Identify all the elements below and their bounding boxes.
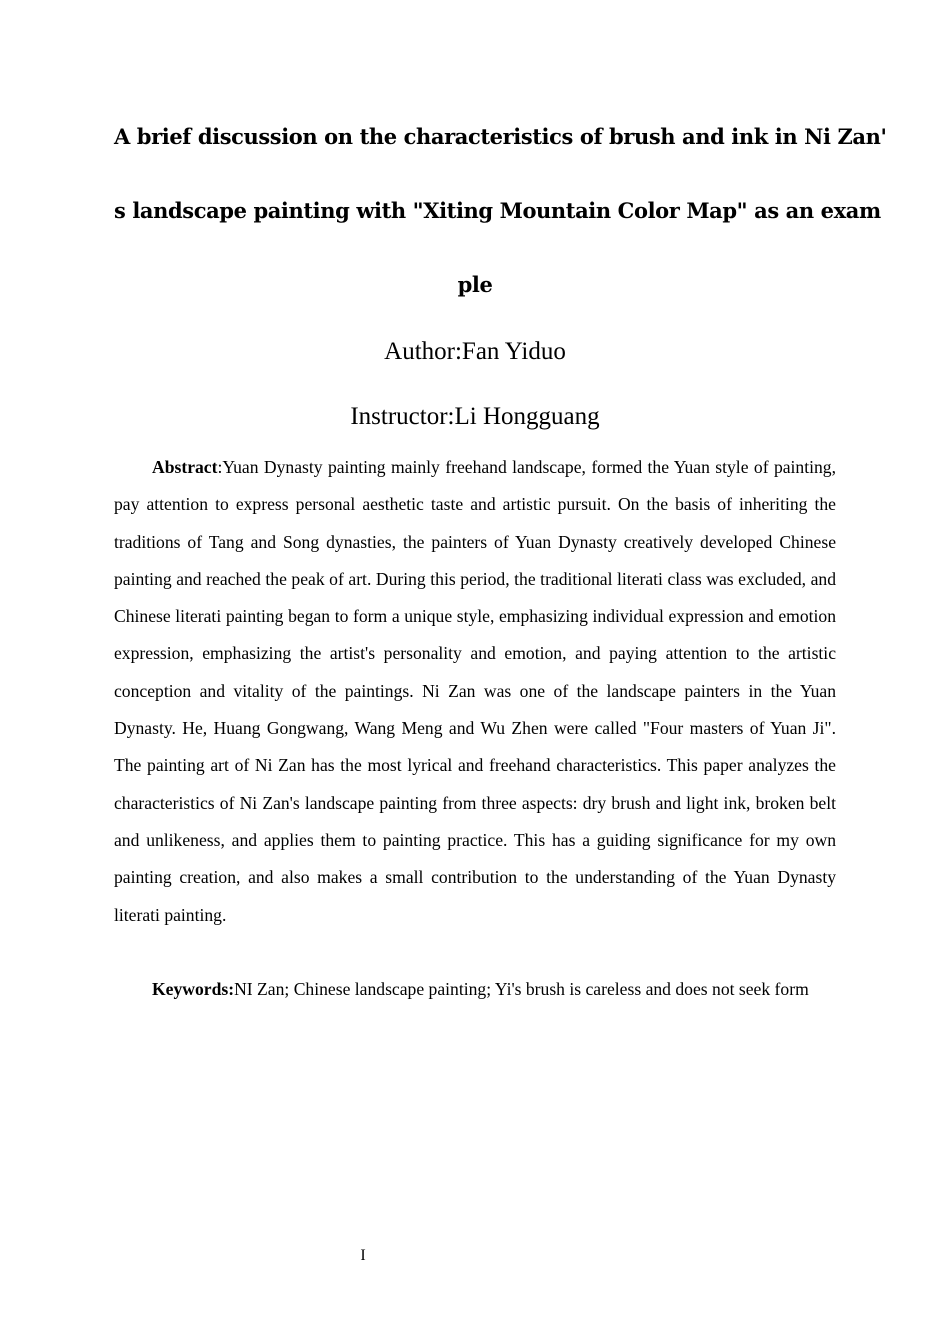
abstract-text: Yuan Dynasty painting mainly freehand landscape, formed the Yuan style of painting, pay attention to express personal aesthetic taste and artistic pursuit. On the basis of inheriting the traditions of Tang and Song dynasties, the painters of Yuan Dynasty creatively developed Chinese painting and reached the peak of art. During this period, the traditional literati class was excluded, and Chinese literati painting began to form a unique style, emphasizing individual expression and emotion expression, emphasizing the artist's personality and emotion, and paying attention to the artistic conception and vitality of the paintings. Ni Zan was one of the landscape painters in the Yuan Dynasty. He, Huang Gongwang, Wang Meng and Wu Zhen were called "Four masters of Yuan Ji". The painting art of Ni Zan has the most lyrical and freehand characteristics. This paper analyzes the characteristics of Ni Zan's landscape painting from three aspects: dry brush and light ink, broken belt and unlikeness, and applies them to painting practice. This has a guiding significance for my own painting creation, and also makes a small contribution to the understanding of the Yuan Dynasty literati painting. — [114, 457, 836, 925]
title-line: s landscape painting with "Xiting Mountain Color Map" as an exam — [114, 198, 881, 223]
abstract-separator: : — [217, 457, 223, 477]
keywords-text: NI Zan; Chinese landscape painting; Yi's brush is careless and does not seek form — [234, 979, 809, 999]
page-number: I — [360, 1247, 366, 1264]
paper-title — [114, 100, 887, 322]
keywords-paragraph — [114, 971, 836, 1008]
keywords-label: Keywords: — [152, 979, 235, 999]
title-line: ple — [457, 272, 493, 297]
author-line: Author:Fan Yiduo — [384, 338, 566, 365]
abstract-label: Abstract — [152, 457, 218, 477]
abstract-paragraph — [114, 449, 836, 934]
instructor-line: Instructor:Li Hongguang — [350, 403, 600, 430]
title-line: A brief discussion on the characteristics of brush and ink in Ni Zan' — [114, 124, 887, 149]
